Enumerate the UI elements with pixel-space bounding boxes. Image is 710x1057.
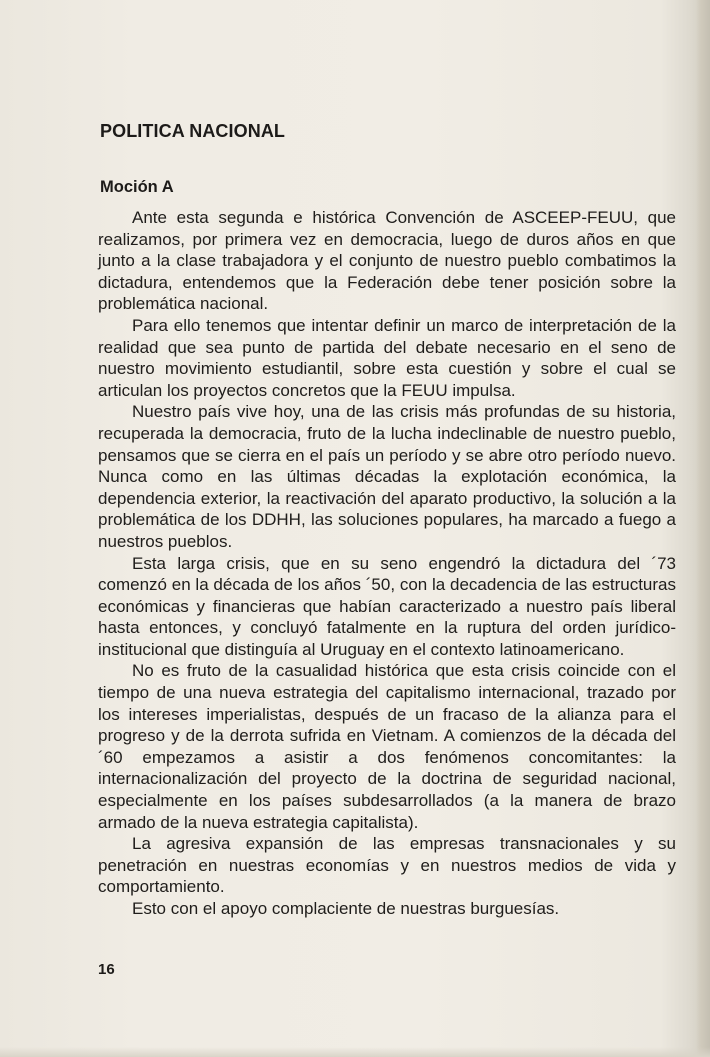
body-text	[98, 207, 676, 920]
motion-title: Moción A	[100, 178, 174, 196]
paragraph-3: Nuestro país vive hoy, una de las crisis más profundas de su historia, recuperada la democracia, fruto de la lucha indeclinable de nuestro pueblo, pensamos que se cierra en el país un período y se abre otro período nuevo. Nunca como en las últimas décadas la explotación económica, la dependencia exterior, la reactivación del aparato productivo, la solución a la problemática de los DDHH, las soluciones populares, ha marcado a fuego a nuestros pueblos.	[98, 402, 676, 551]
paragraph-4: Esta larga crisis, que en su seno engendró la dictadura del ´73 comenzó en la década de los años ´50, con la decadencia de las estructuras económicas y financieras que habían caracterizado a nuestro país liberal hasta entonces, y concluyó fatalmente en la ruptura del orden jurídico-institucional que distinguía al Uruguay en el contexto latinoamericano.	[98, 553, 676, 659]
paragraph-2: Para ello tenemos que intentar definir un marco de interpretación de la realidad que sea punto de partida del debate necesario en el seno de nuestro movimiento estudiantil, sobre esta cuestión y sobre el cual se articulan los proyectos concretos que la FEUU impulsa.	[98, 315, 676, 400]
page-edge-shadow	[696, 0, 710, 1057]
page-number: 16	[98, 961, 115, 978]
paragraph-6: La agresiva expansión de las empresas transnacionales y su penetración en nuestras economías y en nuestros medios de vida y comportamiento.	[98, 834, 676, 897]
paragraph-7: Esto con el apoyo complaciente de nuestras burguesías.	[132, 899, 560, 918]
page-bottom-shadow	[0, 1047, 710, 1057]
section-heading: POLITICA NACIONAL	[100, 121, 286, 141]
paragraph-5: No es fruto de la casualidad histórica que esta crisis coincide con el tiempo de una nueva estrategia del capitalismo internacional, trazado por los intereses imperialistas, después de un fracaso de la alianza para el progreso y de la derrota sufrida en Vietnam. A comienzos de la década del ´60 empezamos a asistir a dos fenómenos concomitantes: la internacionalización del proyecto de la doctrina de seguridad nacional, especialmente en los países subdesarrollados (a la manera de brazo armado de la nueva estrategia capitalista).	[98, 661, 676, 832]
paragraph-1: Ante esta segunda e histórica Convención de ASCEEP-FEUU, que realizamos, por primera vez en democracia, luego de duros años en que junto a la clase trabajadora y el conjunto de nuestro pueblo combatimos la dictadura, entendemos que la Federación debe tener posición sobre la problemática nacional.	[98, 208, 676, 314]
